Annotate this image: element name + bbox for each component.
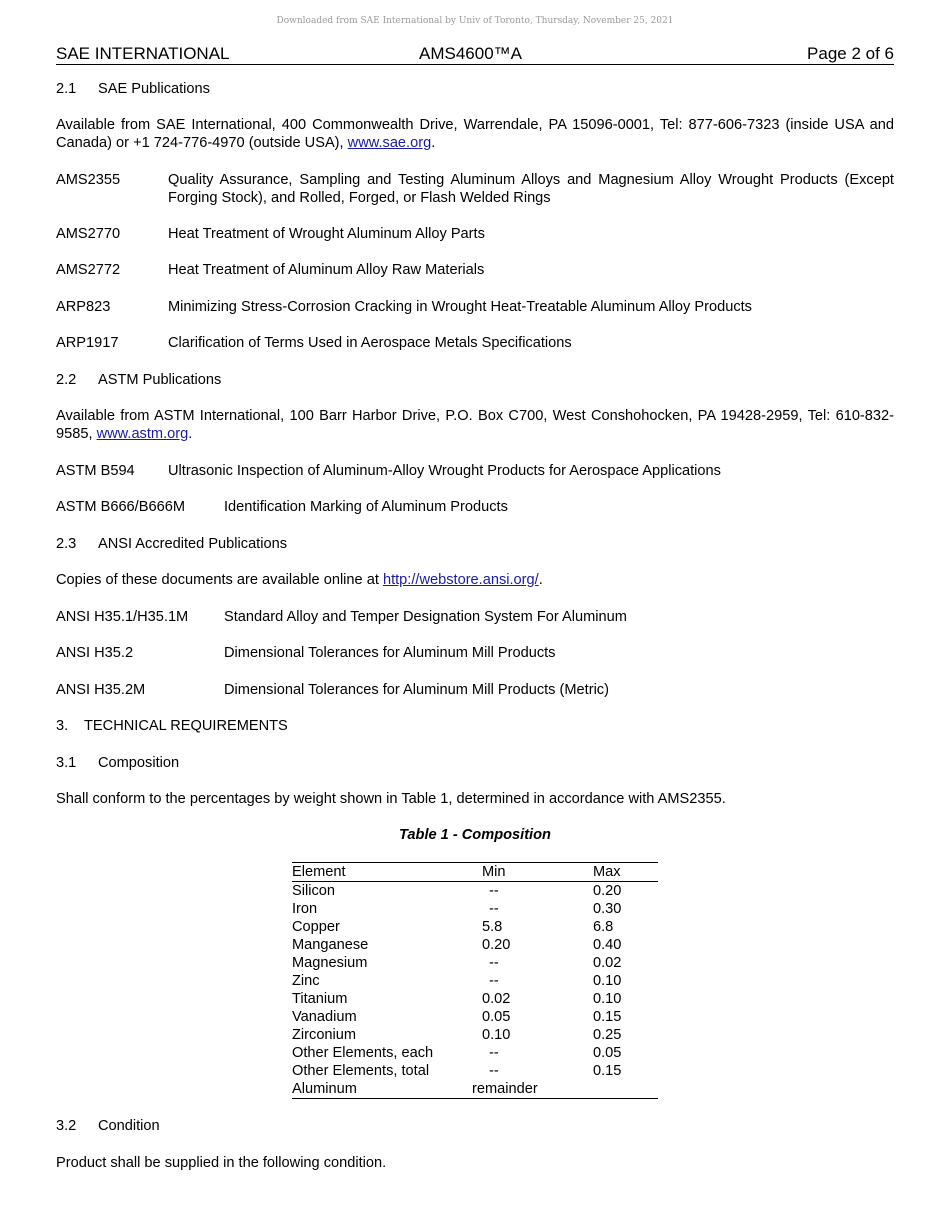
column-header-element: Element xyxy=(292,863,482,882)
max-cell: 0.30 xyxy=(593,901,622,917)
section-title: Condition xyxy=(98,1118,160,1134)
section-number: 3.2 xyxy=(56,1118,77,1134)
paragraph-text: Available from ASTM International, 100 Barr Harbor Drive, P.O. Box C700, West Conshohocken, PA 19428-2959, Tel: 610-832-9585, xyxy=(56,408,894,442)
table-row xyxy=(292,1026,658,1044)
min-cell: 0.10 xyxy=(482,1027,511,1043)
section-number: 3. xyxy=(56,718,69,734)
table-row xyxy=(292,900,658,918)
min-cell: -- xyxy=(489,955,499,971)
reference-description: Heat Treatment of Aluminum Alloy Raw Materials xyxy=(168,262,485,278)
element-cell: Manganese xyxy=(292,937,369,953)
reference-code: ANSI H35.1/H35.1M xyxy=(56,609,189,625)
element-cell: Magnesium xyxy=(292,955,368,971)
max-cell: 6.8 xyxy=(593,919,614,935)
composition-table xyxy=(292,862,658,1099)
element-cell: Titanium xyxy=(292,991,348,1007)
download-watermark: Downloaded from SAE International by Univ of Toronto, Thursday, November 25, 2021 xyxy=(276,16,674,26)
table-row xyxy=(292,1080,658,1099)
section-number: 2.2 xyxy=(56,372,77,388)
paragraph-end: . xyxy=(538,572,543,588)
remainder-value: remainder xyxy=(472,1081,538,1097)
element-cell: Zirconium xyxy=(292,1027,357,1043)
astm-availability-paragraph xyxy=(56,407,894,443)
sae-availability-paragraph xyxy=(56,116,894,152)
paragraph-text: Available from SAE International, 400 Commonwealth Drive, Warrendale, PA 15096-0001, Tel: 877-606-7323 (inside USA and Canada) or +1 724-776-4970 (outside USA), xyxy=(56,117,894,151)
element-cell: Copper xyxy=(292,919,340,935)
header-page-number: Page 2 of 6 xyxy=(807,44,894,63)
max-cell: 0.15 xyxy=(593,1063,622,1079)
condition-paragraph: Product shall be supplied in the following condition. xyxy=(56,1155,387,1171)
column-header-max: Max xyxy=(593,863,658,882)
max-cell: 0.15 xyxy=(593,1009,622,1025)
table-row xyxy=(292,990,658,1008)
column-header-min: Min xyxy=(482,863,593,882)
element-cell: Other Elements, each xyxy=(292,1045,434,1061)
reference-description: Ultrasonic Inspection of Aluminum-Alloy Wrought Products for Aerospace Applications xyxy=(168,463,721,479)
min-cell xyxy=(472,1080,593,1099)
section-3-2-heading xyxy=(56,1117,894,1135)
reference-description: Quality Assurance, Sampling and Testing Aluminum Alloys and Magnesium Alloy Wrought Products (Except Forging Stock), and Rolled, Forged, or Flash Welded Rings xyxy=(168,172,894,206)
reference-code: AMS2770 xyxy=(56,226,121,242)
section-title: ANSI Accredited Publications xyxy=(98,536,288,552)
reference-description: Identification Marking of Aluminum Products xyxy=(224,499,508,515)
table-row xyxy=(292,1008,658,1026)
reference-code: AMS2355 xyxy=(56,172,121,188)
section-title: TECHNICAL REQUIREMENTS xyxy=(84,718,288,734)
reference-code: ASTM B666/B666M xyxy=(56,499,185,515)
reference-description: Dimensional Tolerances for Aluminum Mill Products xyxy=(224,645,556,661)
section-title: Composition xyxy=(98,755,180,771)
max-cell: 0.05 xyxy=(593,1045,622,1061)
element-cell: Vanadium xyxy=(292,1009,357,1025)
table-row xyxy=(292,1044,658,1062)
section-number: 2.3 xyxy=(56,536,77,552)
sae-website-link[interactable]: www.sae.org xyxy=(347,135,432,151)
min-cell: -- xyxy=(489,1045,499,1061)
table-header-row xyxy=(292,863,658,882)
min-cell: -- xyxy=(489,973,499,989)
section-2-1-heading xyxy=(56,80,894,98)
table-row xyxy=(292,954,658,972)
paragraph-end: . xyxy=(188,426,193,442)
table-row xyxy=(292,972,658,990)
section-title: ASTM Publications xyxy=(98,372,222,388)
max-cell xyxy=(593,1080,658,1099)
section-number: 3.1 xyxy=(56,755,77,771)
min-cell: 0.20 xyxy=(482,937,511,953)
section-number: 2.1 xyxy=(56,81,77,97)
section-3-heading xyxy=(56,717,894,735)
page-header xyxy=(56,44,894,65)
table-title: Table 1 - Composition xyxy=(399,827,551,843)
reference-code: ARP823 xyxy=(56,299,111,315)
reference-item xyxy=(56,171,894,207)
section-2-2-heading xyxy=(56,371,894,389)
astm-website-link[interactable]: www.astm.org xyxy=(96,426,189,442)
min-cell: -- xyxy=(489,901,499,917)
reference-description: Heat Treatment of Wrought Aluminum Alloy Parts xyxy=(168,226,485,242)
table-row xyxy=(292,936,658,954)
composition-paragraph: Shall conform to the percentages by weight shown in Table 1, determined in accordance with AMS2355. xyxy=(56,791,726,807)
max-cell: 0.02 xyxy=(593,955,622,971)
table-row xyxy=(292,1062,658,1080)
element-cell: Other Elements, total xyxy=(292,1063,430,1079)
paragraph-text: Copies of these documents are available online at xyxy=(56,572,383,588)
element-cell: Aluminum xyxy=(292,1080,482,1099)
element-cell: Silicon xyxy=(292,883,335,899)
min-cell: -- xyxy=(489,883,499,899)
min-cell: 0.05 xyxy=(482,1009,511,1025)
element-cell: Iron xyxy=(292,901,318,917)
header-doc-number: AMS4600™A xyxy=(419,44,522,63)
ansi-webstore-link[interactable]: http://webstore.ansi.org/ xyxy=(382,572,539,588)
reference-description: Clarification of Terms Used in Aerospace Metals Specifications xyxy=(168,335,572,351)
reference-code: ARP1917 xyxy=(56,335,119,351)
section-3-1-heading xyxy=(56,754,894,772)
header-org: SAE INTERNATIONAL xyxy=(56,44,230,63)
reference-code: ANSI H35.2 xyxy=(56,645,134,661)
element-cell: Zinc xyxy=(292,973,320,989)
table-row xyxy=(292,918,658,936)
table-row xyxy=(292,882,658,901)
min-cell: -- xyxy=(489,1063,499,1079)
reference-code: ASTM B594 xyxy=(56,463,135,479)
reference-code: AMS2772 xyxy=(56,262,121,278)
max-cell: 0.20 xyxy=(593,883,622,899)
ansi-availability-paragraph xyxy=(56,571,894,589)
max-cell: 0.40 xyxy=(593,937,622,953)
section-2-3-heading xyxy=(56,535,894,553)
min-cell: 5.8 xyxy=(482,919,503,935)
min-cell: 0.02 xyxy=(482,991,511,1007)
reference-description: Dimensional Tolerances for Aluminum Mill Products (Metric) xyxy=(224,682,609,698)
max-cell: 0.10 xyxy=(593,991,622,1007)
reference-description: Minimizing Stress-Corrosion Cracking in Wrought Heat-Treatable Aluminum Alloy Products xyxy=(168,299,752,315)
reference-description: Standard Alloy and Temper Designation System For Aluminum xyxy=(224,609,627,625)
max-cell: 0.25 xyxy=(593,1027,622,1043)
section-title: SAE Publications xyxy=(98,81,210,97)
reference-code: ANSI H35.2M xyxy=(56,682,146,698)
max-cell: 0.10 xyxy=(593,973,622,989)
paragraph-end: . xyxy=(431,135,436,151)
